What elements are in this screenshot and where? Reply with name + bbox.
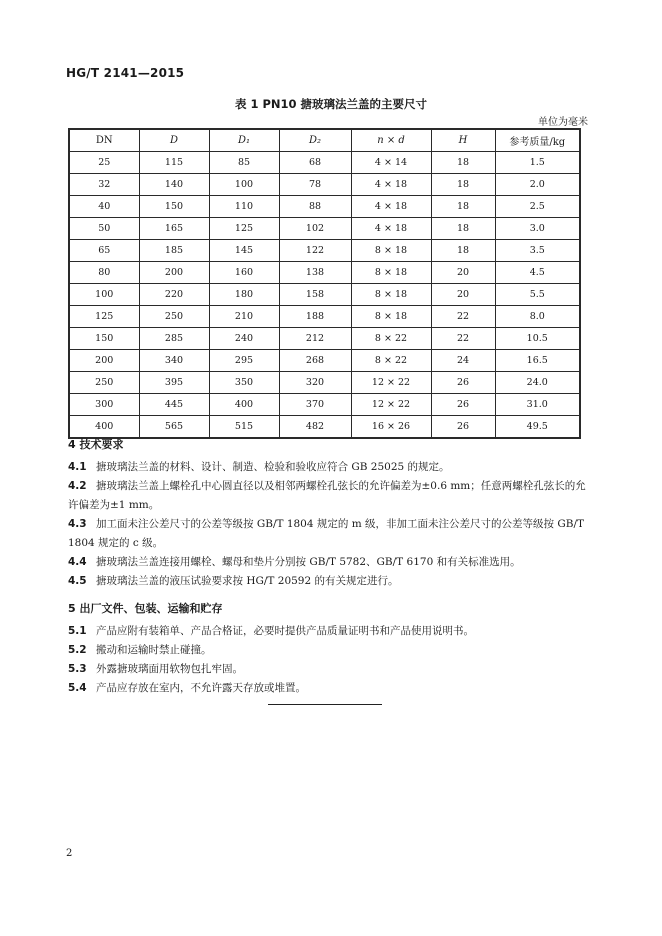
- column-header-dn: DN: [69, 129, 139, 152]
- cell-d: 220: [139, 284, 209, 306]
- cell-d2: 88: [279, 196, 351, 218]
- table-row: [69, 196, 580, 218]
- cell-mass: 49.5: [495, 416, 580, 439]
- cell-d2: 482: [279, 416, 351, 439]
- table-row: [69, 328, 580, 350]
- cell-mass: 8.0: [495, 306, 580, 328]
- cell-h: 20: [431, 284, 495, 306]
- cell-mass: 3.5: [495, 240, 580, 262]
- cell-d1: 180: [209, 284, 279, 306]
- cell-d: 200: [139, 262, 209, 284]
- clause-text: 搪玻璃法兰盖的材料、设计、制造、检验和验收应符合 GB 25025 的规定。: [96, 461, 450, 473]
- cell-h: 24: [431, 350, 495, 372]
- cell-mass: 10.5: [495, 328, 580, 350]
- cell-n-x-d: 4 × 14: [351, 152, 431, 174]
- cell-n-x-d: 4 × 18: [351, 218, 431, 240]
- cell-dn: 125: [69, 306, 139, 328]
- cell-d: 150: [139, 196, 209, 218]
- cell-d: 285: [139, 328, 209, 350]
- clause-number: 5.2: [68, 644, 87, 656]
- clause-number: 5.1: [68, 625, 87, 637]
- column-header-d: D: [139, 129, 209, 152]
- clause-number: 5.4: [68, 682, 87, 694]
- column-header-d2: D₂: [279, 129, 351, 152]
- cell-mass: 2.0: [495, 174, 580, 196]
- table-body: [69, 152, 580, 439]
- cell-dn: 150: [69, 328, 139, 350]
- cell-mass: 2.5: [495, 196, 580, 218]
- table-header-row: [69, 129, 580, 152]
- cell-n-x-d: 8 × 18: [351, 306, 431, 328]
- cell-d1: 515: [209, 416, 279, 439]
- clause-text: 搪玻璃法兰盖上螺栓孔中心圆直径以及相邻两螺栓孔弦长的允许偏差为±0.6 mm；任意两螺栓孔弦长的允许偏差为±1 mm。: [68, 480, 586, 511]
- clause-text: 加工面未注公差尺寸的公差等级按 GB/T 1804 规定的 m 级，非加工面未注公差尺寸的公差等级按 GB/T 1804 规定的 c 级。: [68, 518, 584, 549]
- clause-number: 5.3: [68, 663, 87, 675]
- cell-n-x-d: 8 × 18: [351, 284, 431, 306]
- cell-d2: 320: [279, 372, 351, 394]
- cell-mass: 1.5: [495, 152, 580, 174]
- cell-d2: 158: [279, 284, 351, 306]
- cell-mass: 16.5: [495, 350, 580, 372]
- cell-d2: 268: [279, 350, 351, 372]
- table-row: [69, 350, 580, 372]
- table-row: [69, 174, 580, 196]
- cell-h: 18: [431, 174, 495, 196]
- cell-h: 22: [431, 306, 495, 328]
- cell-d1: 100: [209, 174, 279, 196]
- cell-h: 26: [431, 394, 495, 416]
- table-row: [69, 372, 580, 394]
- clause-text: 搪玻璃法兰盖的液压试验要求按 HG/T 20592 的有关规定进行。: [96, 575, 399, 587]
- clause-text: 产品应存放在室内，不允许露天存放或堆置。: [96, 682, 306, 694]
- clause-number: 4.4: [68, 556, 87, 568]
- cell-d1: 110: [209, 196, 279, 218]
- clause-text: 搪玻璃法兰盖连接用螺栓、螺母和垫片分别按 GB/T 5782、GB/T 6170 和有关标准选用。: [96, 556, 521, 568]
- section-heading-4: 4 技术要求: [68, 438, 124, 451]
- clause-4-1: [68, 458, 588, 477]
- cell-d1: 85: [209, 152, 279, 174]
- cell-d1: 145: [209, 240, 279, 262]
- cell-d1: 210: [209, 306, 279, 328]
- clause-text: 产品应附有装箱单、产品合格证，必要时提供产品质量证明书和产品使用说明书。: [96, 625, 474, 637]
- cell-d2: 122: [279, 240, 351, 262]
- clause-5-2: [68, 641, 588, 660]
- clause-text: 搬动和运输时禁止碰撞。: [96, 644, 212, 656]
- column-header-n-x-d: n × d: [351, 129, 431, 152]
- cell-mass: 3.0: [495, 218, 580, 240]
- cell-d1: 240: [209, 328, 279, 350]
- cell-d: 565: [139, 416, 209, 439]
- cell-h: 18: [431, 196, 495, 218]
- clause-number: 4.5: [68, 575, 87, 587]
- cell-d: 185: [139, 240, 209, 262]
- cell-d2: 102: [279, 218, 351, 240]
- cell-d1: 350: [209, 372, 279, 394]
- cell-d2: 138: [279, 262, 351, 284]
- table-row: [69, 416, 580, 439]
- clause-number: 4.2: [68, 480, 87, 492]
- cell-d1: 400: [209, 394, 279, 416]
- cell-dn: 32: [69, 174, 139, 196]
- table-title: 表 1 PN10 搪玻璃法兰盖的主要尺寸: [234, 97, 428, 111]
- cell-n-x-d: 12 × 22: [351, 394, 431, 416]
- cell-dn: 25: [69, 152, 139, 174]
- cell-dn: 100: [69, 284, 139, 306]
- document-code: HG/T 2141—2015: [66, 66, 185, 80]
- clause-number: 4.3: [68, 518, 87, 530]
- end-of-document-rule: [268, 704, 382, 705]
- cell-d2: 370: [279, 394, 351, 416]
- section-heading-5: 5 出厂文件、包装、运输和贮存: [68, 602, 223, 615]
- cell-h: 26: [431, 372, 495, 394]
- table-row: [69, 218, 580, 240]
- cell-n-x-d: 4 × 18: [351, 196, 431, 218]
- clause-5-3: [68, 660, 588, 679]
- cell-mass: 31.0: [495, 394, 580, 416]
- table-row: [69, 240, 580, 262]
- cell-h: 26: [431, 416, 495, 439]
- cell-d1: 125: [209, 218, 279, 240]
- clause-text: 外露搪玻璃面用软物包扎牢固。: [96, 663, 243, 675]
- cell-n-x-d: 12 × 22: [351, 372, 431, 394]
- cell-h: 18: [431, 240, 495, 262]
- cell-n-x-d: 8 × 18: [351, 262, 431, 284]
- clause-5-4: [68, 679, 588, 698]
- cell-d: 140: [139, 174, 209, 196]
- cell-n-x-d: 8 × 22: [351, 350, 431, 372]
- unit-note: 单位为毫米: [538, 117, 588, 128]
- dimensions-table: [68, 128, 581, 439]
- table-row: [69, 394, 580, 416]
- cell-n-x-d: 16 × 26: [351, 416, 431, 439]
- clause-number: 4.1: [68, 461, 87, 473]
- cell-h: 20: [431, 262, 495, 284]
- cell-dn: 250: [69, 372, 139, 394]
- cell-d2: 78: [279, 174, 351, 196]
- cell-mass: 24.0: [495, 372, 580, 394]
- cell-d2: 212: [279, 328, 351, 350]
- cell-dn: 200: [69, 350, 139, 372]
- cell-h: 18: [431, 152, 495, 174]
- cell-d1: 160: [209, 262, 279, 284]
- clause-4-5: [68, 572, 588, 591]
- clause-4-4: [68, 553, 588, 572]
- cell-d: 250: [139, 306, 209, 328]
- cell-n-x-d: 4 × 18: [351, 174, 431, 196]
- cell-dn: 80: [69, 262, 139, 284]
- cell-mass: 5.5: [495, 284, 580, 306]
- cell-dn: 300: [69, 394, 139, 416]
- column-header-d1: D₁: [209, 129, 279, 152]
- cell-h: 22: [431, 328, 495, 350]
- cell-d: 340: [139, 350, 209, 372]
- table-row: [69, 306, 580, 328]
- cell-dn: 40: [69, 196, 139, 218]
- cell-dn: 400: [69, 416, 139, 439]
- column-header-mass: 参考质量/kg: [495, 129, 580, 152]
- cell-n-x-d: 8 × 22: [351, 328, 431, 350]
- cell-d: 115: [139, 152, 209, 174]
- cell-n-x-d: 8 × 18: [351, 240, 431, 262]
- cell-d2: 188: [279, 306, 351, 328]
- cell-d2: 68: [279, 152, 351, 174]
- cell-mass: 4.5: [495, 262, 580, 284]
- cell-d: 395: [139, 372, 209, 394]
- cell-dn: 50: [69, 218, 139, 240]
- clause-5-1: [68, 622, 588, 641]
- cell-dn: 65: [69, 240, 139, 262]
- cell-d: 445: [139, 394, 209, 416]
- table-row: [69, 262, 580, 284]
- clause-4-2: [68, 477, 588, 515]
- cell-d1: 295: [209, 350, 279, 372]
- table-row: [69, 152, 580, 174]
- cell-d: 165: [139, 218, 209, 240]
- column-header-h: H: [431, 129, 495, 152]
- cell-h: 18: [431, 218, 495, 240]
- table-row: [69, 284, 580, 306]
- clause-4-3: [68, 515, 588, 553]
- page-number: 2: [66, 848, 73, 859]
